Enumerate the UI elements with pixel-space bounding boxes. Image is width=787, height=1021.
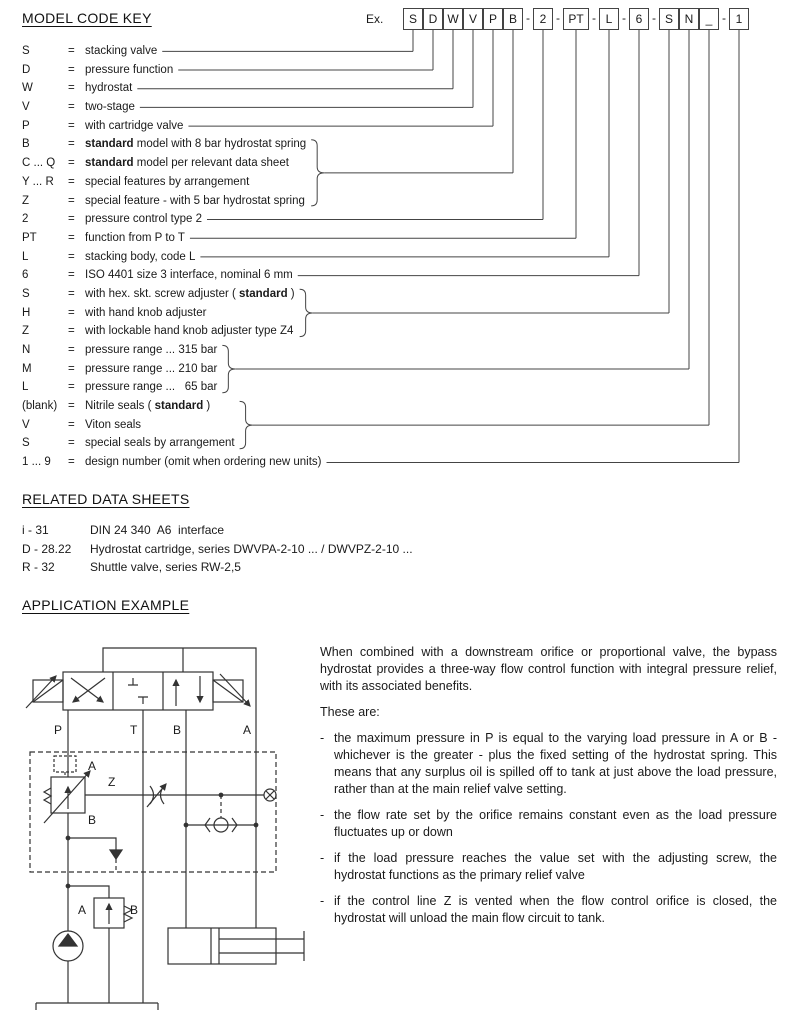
legend-equals: = xyxy=(68,287,75,300)
legend-code: 2 xyxy=(22,213,29,226)
legend-row xyxy=(22,378,322,397)
code-separator: - xyxy=(556,11,560,25)
legend-equals: = xyxy=(68,45,75,57)
legend-row xyxy=(22,154,322,173)
legend-row xyxy=(22,79,322,98)
legend-equals: = xyxy=(68,175,75,188)
legend-description: with hand knob adjuster xyxy=(85,306,207,319)
legend-description: hydrostat xyxy=(85,82,133,95)
code-box-N: N xyxy=(679,8,699,30)
legend-description: pressure range ... 210 bar xyxy=(85,362,218,375)
code-box-V: V xyxy=(463,8,483,30)
legend-row xyxy=(22,285,322,304)
legend-equals: = xyxy=(68,157,75,170)
model-code-legend xyxy=(22,42,322,472)
cartridge-label-b: B xyxy=(88,813,97,827)
legend-description: with cartridge valve xyxy=(85,119,184,132)
legend-description: special feature - with 5 bar hydrostat spring xyxy=(85,194,305,207)
legend-description: stacking body, code L xyxy=(85,250,196,263)
legend-row xyxy=(22,229,322,248)
legend-row xyxy=(22,61,322,80)
legend-code: B xyxy=(22,138,30,151)
code-box-6: 6 xyxy=(629,8,649,30)
legend-code: S xyxy=(22,287,30,300)
code-box-L: L xyxy=(599,8,619,30)
code-box-S: S xyxy=(403,8,423,30)
legend-equals: = xyxy=(68,362,75,375)
legend-row xyxy=(22,266,322,285)
legend-description: function from P to T xyxy=(85,231,185,244)
code-box-PT: PT xyxy=(563,8,589,30)
legend-row xyxy=(22,341,322,360)
code-box-1: 1 xyxy=(729,8,749,30)
bullet-marker: - xyxy=(320,851,325,865)
relief-label-a: A xyxy=(78,903,87,917)
legend-description: pressure function xyxy=(85,63,174,76)
application-bullet-list xyxy=(320,730,777,927)
legend-code: PT xyxy=(22,231,37,244)
legend-row xyxy=(22,416,322,435)
cylinder-symbol xyxy=(168,928,304,964)
sheet-description: Shuttle valve, series RW-2,5 xyxy=(90,560,241,574)
code-box-S: S xyxy=(659,8,679,30)
bullet-item xyxy=(320,893,777,927)
bullet-marker: - xyxy=(320,808,325,822)
hydraulic-schematic xyxy=(8,628,318,1020)
code-separator: - xyxy=(652,11,656,25)
legend-code: V xyxy=(22,418,30,431)
bullet-text: the flow rate set by the orifice remains constant even as the load pressure fluctuates up or down xyxy=(334,808,777,839)
legend-description: with hex. skt. screw adjuster ( standard ) xyxy=(85,287,295,300)
legend-row xyxy=(22,453,322,472)
hydrostat-cartridge-symbol xyxy=(44,756,90,823)
legend-row xyxy=(22,397,322,416)
legend-equals: = xyxy=(68,381,75,394)
directional-valve-symbol xyxy=(26,672,250,710)
legend-code: (blank) xyxy=(22,400,58,413)
legend-code: W xyxy=(22,82,33,95)
related-sheet-row xyxy=(22,540,413,559)
legend-code: Z xyxy=(22,325,30,338)
legend-code: 1 ... 9 xyxy=(22,456,51,469)
code-separator: - xyxy=(622,11,626,25)
legend-description: special features by arrangement xyxy=(85,175,250,188)
pilot-label-z: Z xyxy=(108,775,116,789)
code-box-2: 2 xyxy=(533,8,553,30)
related-sheet-row xyxy=(22,558,413,577)
application-example-title: APPLICATION EXAMPLE xyxy=(22,597,190,613)
bullet-text: the maximum pressure in P is equal to the varying load pressure in A or B - whichever is the greater - plus the fixed setting of the hydrostat spring. This means that any surplus oil is spilled off to tank at just above the load pressure, rather than at the main relief valve setting. xyxy=(334,731,777,796)
legend-code: Z xyxy=(22,194,30,207)
port-label-a: A xyxy=(243,723,252,737)
legend-equals: = xyxy=(68,231,75,244)
application-description xyxy=(320,644,777,927)
legend-equals: = xyxy=(68,63,75,76)
legend-description: ISO 4401 size 3 interface, nominal 6 mm xyxy=(85,269,293,282)
legend-equals: = xyxy=(68,456,75,469)
legend-equals: = xyxy=(68,418,75,431)
bullet-text: if the load pressure reaches the value set with the adjusting screw, the hydrostat functions as the primary relief valve xyxy=(334,851,777,882)
legend-equals: = xyxy=(68,101,75,114)
code-separator: - xyxy=(592,11,596,25)
legend-code: L xyxy=(22,381,29,394)
legend-equals: = xyxy=(68,325,75,338)
sheet-reference: i - 31 xyxy=(22,523,49,537)
legend-equals: = xyxy=(68,213,75,226)
bullet-text: if the control line Z is vented when the flow control orifice is closed, the hydrostat will unload the main flow circuit to tank. xyxy=(334,894,777,925)
legend-description: stacking valve xyxy=(85,45,158,57)
legend-row xyxy=(22,434,322,453)
port-label-p: P xyxy=(54,723,63,737)
legend-code: Y ... R xyxy=(22,175,54,188)
legend-row xyxy=(22,98,322,117)
legend-equals: = xyxy=(68,194,75,207)
legend-row xyxy=(22,360,322,379)
legend-equals: = xyxy=(68,138,75,151)
legend-code: P xyxy=(22,119,30,132)
legend-code: N xyxy=(22,344,31,356)
legend-row xyxy=(22,42,322,61)
legend-equals: = xyxy=(68,269,75,282)
code-separator: - xyxy=(722,11,726,25)
legend-description: Nitrile seals ( standard ) xyxy=(85,400,211,413)
port-label-t: T xyxy=(130,723,138,737)
legend-equals: = xyxy=(68,437,75,450)
legend-description: pressure range ... 65 bar xyxy=(85,381,218,394)
legend-description: pressure control type 2 xyxy=(85,213,202,226)
legend-row xyxy=(22,304,322,323)
application-these-are: These are: xyxy=(320,705,380,719)
legend-equals: = xyxy=(68,400,75,413)
legend-equals: = xyxy=(68,119,75,132)
legend-row xyxy=(22,192,322,211)
code-box-B: B xyxy=(503,8,523,30)
legend-row xyxy=(22,173,322,192)
legend-row xyxy=(22,117,322,136)
legend-code: H xyxy=(22,306,31,319)
hydraulic-schematic-drawing xyxy=(8,628,318,1020)
legend-equals: = xyxy=(68,250,75,263)
bullet-item xyxy=(320,850,777,884)
legend-code: M xyxy=(22,362,32,375)
code-box-W: W xyxy=(443,8,463,30)
legend-code: L xyxy=(22,250,29,263)
legend-row xyxy=(22,210,322,229)
model-code-key-section xyxy=(0,0,787,482)
legend-row xyxy=(22,248,322,267)
code-box-D: D xyxy=(423,8,443,30)
legend-equals: = xyxy=(68,344,75,356)
application-intro: When combined with a downstream orifice or proportional valve, the bypass hydrostat provides a three-way flow control function with integral pressure relief, with its associated benefits. xyxy=(320,645,777,693)
sheet-reference: R - 32 xyxy=(22,560,55,574)
legend-equals: = xyxy=(68,82,75,95)
relief-label-b: B xyxy=(130,903,139,917)
shuttle-valve-symbol xyxy=(184,818,258,832)
code-box-P: P xyxy=(483,8,503,30)
relief-valve-symbol xyxy=(66,884,132,1003)
code-box-_: _ xyxy=(699,8,719,30)
legend-description: design number (omit when ordering new units) xyxy=(85,456,322,469)
legend-code: S xyxy=(22,437,30,450)
bullet-marker: - xyxy=(320,731,325,745)
legend-description: standard model with 8 bar hydrostat spring xyxy=(85,138,307,151)
pump-symbol xyxy=(53,931,83,1003)
cartridge-label-a: A xyxy=(88,759,97,773)
legend-code: V xyxy=(22,101,30,114)
legend-code: D xyxy=(22,63,31,76)
bullet-item xyxy=(320,807,777,841)
legend-equals: = xyxy=(68,306,75,319)
legend-description: pressure range ... 315 bar xyxy=(85,344,218,356)
code-separator: - xyxy=(526,11,530,25)
legend-description: standard model per relevant data sheet xyxy=(85,157,289,170)
bullet-item xyxy=(320,730,777,798)
related-data-sheets-list xyxy=(22,521,413,577)
manifold-boundary xyxy=(30,752,276,872)
legend-code: C ... Q xyxy=(22,157,56,170)
legend-description: Viton seals xyxy=(85,418,142,431)
sheet-description: DIN 24 340 A6 interface xyxy=(90,523,225,537)
line-port-a xyxy=(103,648,256,928)
sheet-description: Hydrostat cartridge, series DWVPA-2-10 ... / DWVPZ-2-10 ... xyxy=(90,541,413,556)
legend-description: with lockable hand knob adjuster type Z4 xyxy=(85,325,294,338)
sheet-reference: D - 28.22 xyxy=(22,541,72,556)
example-label: Ex. xyxy=(366,12,384,26)
legend-row xyxy=(22,322,322,341)
legend-description: special seals by arrangement xyxy=(85,437,235,450)
drain-check-symbol xyxy=(66,836,122,872)
legend-row xyxy=(22,135,322,154)
related-data-sheets-title: RELATED DATA SHEETS xyxy=(22,491,190,507)
legend-code: 6 xyxy=(22,269,29,282)
bullet-marker: - xyxy=(320,894,325,908)
legend-description: two-stage xyxy=(85,101,135,114)
port-label-b: B xyxy=(173,723,182,737)
tank-line xyxy=(36,1003,158,1010)
related-sheet-row xyxy=(22,521,413,540)
orifice-symbol xyxy=(85,784,276,818)
legend-code: S xyxy=(22,45,30,57)
model-code-key-title: MODEL CODE KEY xyxy=(22,10,152,26)
